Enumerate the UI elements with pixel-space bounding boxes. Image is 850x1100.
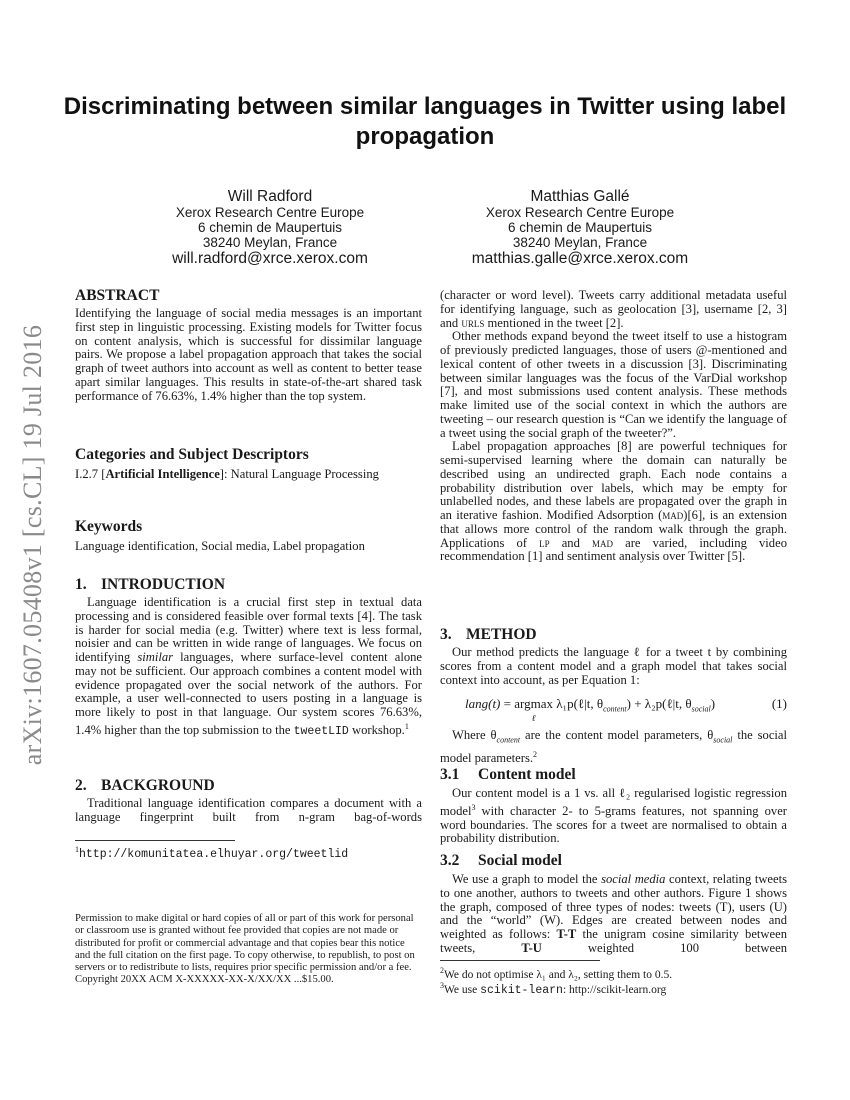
text: Our content model is a 1 vs. all ℓ₂ regularised logistic regression model xyxy=(440,786,787,818)
equation-1 xyxy=(440,693,787,729)
section-title: INTRODUCTION xyxy=(101,576,226,593)
footnote-1 xyxy=(75,843,348,862)
footnote-link[interactable]: http://komunitatea.elhuyar.org/tweetlid xyxy=(79,847,349,861)
paragraph xyxy=(75,596,422,739)
section-number: 3.2 xyxy=(440,852,460,869)
footnote-text: We do not optimise λ₁ and λ₂, setting them to 0.5. xyxy=(444,968,673,981)
code-text: tweetLID xyxy=(293,724,349,738)
footnote-link[interactable]: : http://scikit-learn.org xyxy=(562,983,667,996)
section-heading xyxy=(440,626,787,644)
introduction-section xyxy=(75,576,422,739)
author-email: matthias.galle@xrce.xerox.com xyxy=(471,250,689,267)
equation-lhs: lang(t) xyxy=(465,696,501,712)
text: Language identification is a crucial first step in textual data processing and is considered feasible over formal texts [4]. The task is harder for social media (e.g. Twitter) where text is less formal, noisier and can be written in wide range of languages. We focus on identifying xyxy=(75,595,422,664)
text: mad xyxy=(662,508,684,522)
method-section xyxy=(440,626,787,765)
section-number: 1. xyxy=(75,576,87,593)
text: languages, where surface-level content alone may not be sufficient. Our approach combines a content model with evidence propagated over the social network of the authors. For example, a user well-connected to users posting in a language is more likely to post in that language. Our system scores 76.63%, 1.4% higher than the top submission to the xyxy=(75,650,423,737)
author-name: Will Radford xyxy=(227,188,313,205)
abstract-section xyxy=(75,287,422,403)
author-address: 38240 Meylan, France xyxy=(512,235,648,250)
category-code: I.2.7 [ xyxy=(75,467,106,481)
author-block-2 xyxy=(430,188,730,268)
section-number: 2. xyxy=(75,777,87,794)
text: with character 2- to 5-grams features, not spanning over word boundaries. The scores for a tweet are normalised to obtain a probability distribution. xyxy=(440,803,787,846)
paragraph xyxy=(440,440,787,564)
abstract-text: Identifying the language of social media messages is an important first step in linguistic processing. Existing models for Twitter focus on content analysis, which is successful for dissimilar language pairs. We propose a label propagation approach that takes the social graph of tweet authors into account as well as content to better tease apart similar languages. This results in state-of-the-art shared task performance of 76.63%, 1.4% higher than the top system. xyxy=(75,306,422,403)
paragraph xyxy=(440,873,787,956)
text: context, relating tweets to one another, authors to tweets and other authors. Figure 1 shows the graph, composed of three types of nodes: tweets (T), users (U) and the “world” (W). Edges are created between nodes and weighted as follows: xyxy=(440,872,787,941)
emphasis: similar xyxy=(137,650,174,664)
paper-title: Discriminating between similar languages in Twitter using label propagation xyxy=(63,93,787,150)
categories-section xyxy=(75,446,422,482)
argmax-subscript: ℓ xyxy=(531,713,536,724)
section-title: Content model xyxy=(478,766,576,783)
author-address: 6 chemin de Maupertuis xyxy=(507,220,653,235)
paragraph: Traditional language identification compares a document with a language fingerprint built from n-gram bag-of-words xyxy=(75,796,422,824)
section-heading xyxy=(75,777,422,795)
category-detail: ]: Natural Language Processing xyxy=(219,467,379,481)
author-email: will.radford@xrce.xerox.com xyxy=(172,250,368,267)
background-continued xyxy=(440,289,787,564)
permission-text: Permission to make digital or hard copies of all or part of this work for personal or classroom use is granted without fee provided that copies are not made or distributed for profit or commercial advantage and that copies bear this notice and the full citation on the first page. To copy otherwise, to republish, to post on servers or to redistribute to lists, requires prior specific permission and/or a fee. xyxy=(75,913,415,974)
subscript: content xyxy=(496,735,521,745)
subscript: social xyxy=(691,704,711,714)
categories-text xyxy=(75,468,422,482)
paragraph: Our method predicts the language ℓ for a tweet t by combining scores from a content model and a graph model that takes social context into account, as per Equation 1: xyxy=(440,645,787,687)
text: Label propagation approaches [8] are powerful techniques for semi-supervised learning where the domain can naturally be described using an undirected graph. Each node contains a probability distribution over labels, which may be empty for unlabelled nodes, and these labels are propagated over the graph in an iterative fashion. Modified Adsorption ( xyxy=(440,439,787,522)
section-heading xyxy=(75,576,422,594)
paragraph xyxy=(440,729,787,765)
footnote-mark: 2 xyxy=(533,749,538,759)
section-title: BACKGROUND xyxy=(101,777,215,794)
subscript: social xyxy=(713,735,733,745)
category-name: Artificial Intelligence xyxy=(105,467,220,481)
author-affiliation: Xerox Research Centre Europe xyxy=(175,205,365,220)
footnote-3 xyxy=(440,979,666,998)
section-number: 3. xyxy=(440,626,452,643)
author-affiliation: Xerox Research Centre Europe xyxy=(485,205,675,220)
section-heading: Categories and Subject Descriptors xyxy=(75,446,309,463)
paragraph xyxy=(440,289,787,330)
copyright-text: Copyright 20XX ACM X-XXXXX-XX-X/XX/XX ...$15.00. xyxy=(75,974,334,986)
footnote-mark: 3 xyxy=(471,802,476,812)
equation-number: (1) xyxy=(771,696,787,712)
arxiv-identifier: arXiv:1607.05408v1 [cs.CL] 19 Jul 2016 xyxy=(18,324,47,766)
text: lp xyxy=(539,535,550,550)
footnote-text: We use xyxy=(444,983,481,996)
equation-term: λ₁p(ℓ|t, θ xyxy=(556,696,604,712)
author-name: Matthias Gallé xyxy=(530,188,630,205)
section-heading: ABSTRACT xyxy=(75,287,160,304)
author-address: 38240 Meylan, France xyxy=(202,235,338,250)
text: mad xyxy=(592,535,614,550)
equals-sign: = xyxy=(503,696,511,712)
permission-notice xyxy=(75,913,422,987)
section-number: 3.1 xyxy=(440,766,460,783)
text: (character or word level). Tweets carry additional metadata useful for identifying language, such as geolocation [3], username [2, 3] and xyxy=(440,288,787,330)
keywords-text: Language identification, Social media, Label propagation xyxy=(75,539,365,553)
section-heading xyxy=(440,766,787,784)
bold-text: T-U xyxy=(521,940,542,955)
social-model-section xyxy=(440,852,787,956)
footnote-divider xyxy=(75,840,235,841)
footnote-mark: 1 xyxy=(404,721,409,731)
text: and xyxy=(549,535,592,550)
author-block-1 xyxy=(120,188,420,268)
footnote-divider xyxy=(440,960,600,961)
footnote-mark: 1 xyxy=(75,845,79,854)
subscript: content xyxy=(603,704,627,714)
bold-text: T-T xyxy=(556,927,577,941)
text: the social model parameters. xyxy=(440,728,787,765)
content-model-section xyxy=(440,766,787,846)
footnote-mark: 3 xyxy=(440,981,444,990)
text: )[6], is an extension that allows more control of the random walk through the graph. Applications of xyxy=(440,508,787,550)
text: are varied, including video recommendation [1] and sentiment analysis over Twitter [5]. xyxy=(440,535,787,564)
paragraph: Other methods expand beyond the tweet itself to use a histogram of previously predicted languages, those of users @-mentioned and lexical content of other tweets in a discussion [3]. Discriminating between similar languages was the focus of the VarDial workshop [7], and most submissions used content analysis. These methods make limited use of the social context in which the authors are tweeting – our research question is “Can we identify the language of a tweet using the social graph of the tweeter?”. xyxy=(440,329,787,440)
section-heading xyxy=(440,852,787,870)
equation-term: ) + λ₂p(ℓ|t, θ xyxy=(626,696,692,712)
text: workshop. xyxy=(348,722,405,737)
author-address: 6 chemin de Maupertuis xyxy=(197,220,343,235)
section-title: METHOD xyxy=(466,626,537,643)
section-title: Social model xyxy=(478,852,562,869)
footnote-mark: 2 xyxy=(440,966,444,975)
text: Where θ xyxy=(452,728,497,743)
text: urls xyxy=(461,315,485,330)
emphasis: social media xyxy=(601,872,666,886)
equation-term: ) xyxy=(710,696,716,712)
code-text: scikit-learn xyxy=(480,983,563,997)
text: weighted 100 between xyxy=(541,940,787,955)
text: We use a graph to model the xyxy=(452,872,602,886)
text: mentioned in the tweet [2]. xyxy=(484,315,624,330)
paragraph xyxy=(440,787,787,846)
section-heading: Keywords xyxy=(75,518,143,535)
text: the unigram cosine similarity between tweets, xyxy=(440,927,787,955)
text: are the content model parameters, θ xyxy=(520,728,714,743)
background-section xyxy=(75,777,422,825)
argmax: argmax xyxy=(514,696,553,712)
keywords-section xyxy=(75,518,422,554)
